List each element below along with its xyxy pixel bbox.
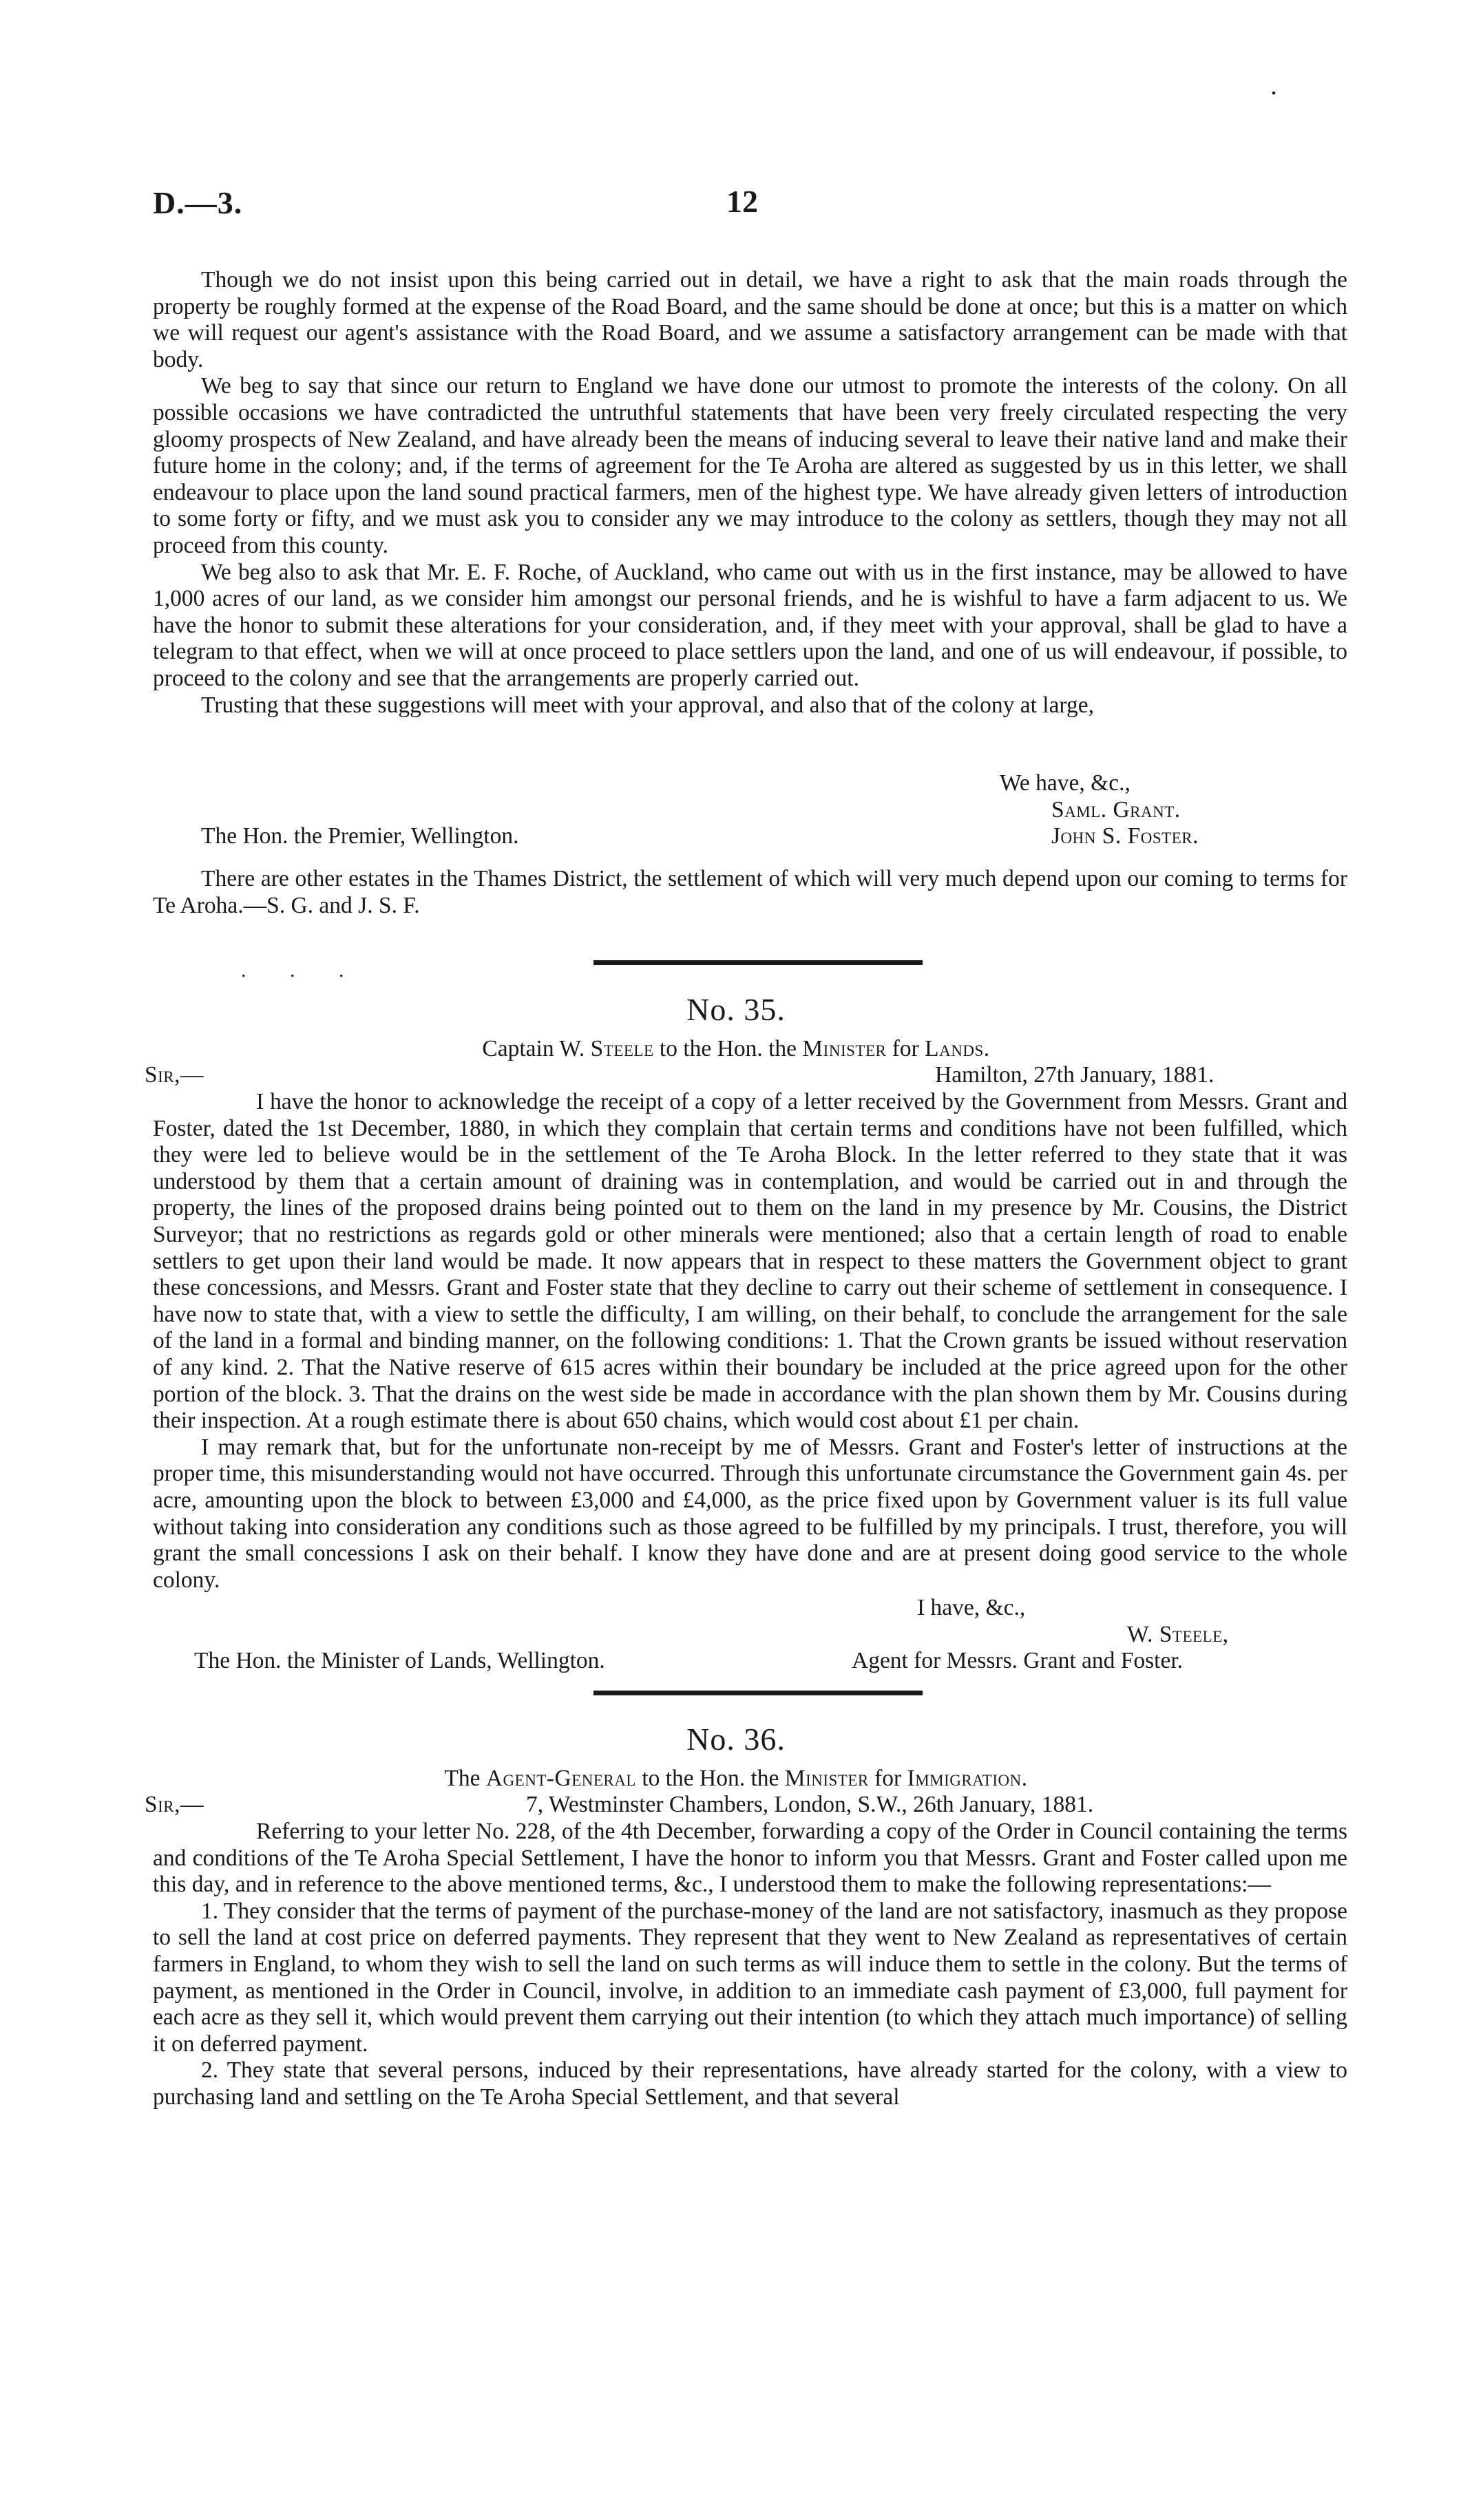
- paragraph: Trusting that these suggestions will meet with your approval, and also that of the colony at large,: [201, 692, 1094, 718]
- paragraph: We beg to say that since our return to England we have done our utmost to promote the interests of the colony. On all possible occasions we have contradicted the untruthful statements that have been very freely circulated respecting the very gloomy prospects of New Zealand, and have already been the means of inducing several to leave their native land and make their future home in the colony; and, if the terms of agreement for the Te Aroha are altered as suggested by us in this letter, we shall endeavour to place upon the land sound practical farmers, men of the highest type. We have already given letters of introduction to some forty or fifty, and we must ask you to consider any we may introduce to the colony as settlers, though they may not all proceed from this county.: [153, 373, 1347, 558]
- letter-35-heading: [145, 1062, 1347, 1089]
- letter-34-body: [153, 267, 1347, 719]
- paragraph: 2. They state that several persons, induced by their representations, have already started for the colony, with a view to purchasing land and settling on the Te Aroha Special Settlement, and that several: [153, 2057, 1347, 2110]
- addressee: The Hon. the Minister of Lands, Wellington.: [194, 1648, 605, 1674]
- letter-34-signoff: [153, 770, 1347, 850]
- letter-36-number: No. 36.: [686, 1722, 786, 1757]
- closing: I have, &c.,: [917, 1595, 1026, 1620]
- paragraph: We beg also to ask that Mr. E. F. Roche, of Auckland, who came out with us in the first instance, may be allowed to have 1,000 acres of our land, as we consider him amongst our personal friends, and he is wishful to have a farm adjacent to us. We have the honor to submit these alterations for your consideration, and, if they meet with your approval, shall be glad to have a telegram to that effect, when we will at once proceed to place settlers upon the land, and one of us will endeavour, if possible, to proceed to the colony and see that the arrangements are properly carried out.: [153, 559, 1347, 691]
- page-number: 12: [726, 184, 758, 219]
- salutation: Sir,—: [145, 1062, 204, 1088]
- closing: We have, &c.,: [1000, 770, 1131, 796]
- letter-36-heading: [145, 1792, 1347, 1819]
- dateline: 7, Westminster Chambers, London, S.W., 26th January, 1881.: [526, 1792, 1094, 1817]
- dateline: Hamilton, 27th January, 1881.: [935, 1062, 1215, 1088]
- paragraph: I have the honor to acknowledge the receipt of a copy of a letter received by the Government from Messrs. Grant and Foster, dated the 1st December, 1880, in which they complain that certain terms and conditions have not been fulfilled, which they were led to believe would be in the settlement of the Te Aroha Block. In the letter referred to they state that it was understood by them that a certain amount of draining was in contemplation, and would be carried out in and through the property, the lines of the proposed drains being pointed out to them on the land in my presence by Mr. Cousins, the District Surveyor; that no restrictions as regards gold or other minerals were mentioned; also that a certain length of road to enable settlers to get upon their land would be made. It now appears that in respect to these matters the Government object to grant these concessions, and Messrs. Grant and Foster state that they decline to carry out their scheme of settlement in consequence. I have now to state that, with a view to settle the difficulty, I am willing, on their behalf, to conclude the arrangement for the sale of the land in a formal and binding manner, on the following conditions: 1. That the Crown grants be issued without reservation of any kind. 2. That the Native reserve of 615 acres within their boundary be included at the price agreed upon for the other portion of the block. 3. That the drains on the west side be made in accordance with the plan shown them by Mr. Cousins during their inspection. At a rough estimate there is about 650 chains, which would cost about £1 per chain.: [153, 1089, 1347, 1434]
- addressee: The Hon. the Premier, Wellington.: [201, 823, 519, 849]
- paragraph: 1. They consider that the terms of payment of the purchase-money of the land are not satisfactory, inasmuch as they propose to sell the land at cost price on deferred payments. They represent that they went to New Zealand as representatives of certain farmers in England, to whom they wish to sell the land on such terms as will induce them to settle in the colony. But the terms of payment, as mentioned in the Order in Council, involve, in addition to an immediate cash payment of £3,000, full payment for each acre as they sell it, which would prevent them carrying out their intention (to which they attach much importance) of selling it on deferred payment.: [153, 1898, 1347, 2057]
- postscript: There are other estates in the Thames District, the settlement of which will very much depend upon our coming to terms for Te Aroha.—S. G. and J. S. F.: [153, 866, 1347, 918]
- letter-36-body: [153, 1819, 1347, 2111]
- letter-35-body: [153, 1089, 1347, 1593]
- section-divider: [593, 1691, 923, 1695]
- paragraph: Referring to your letter No. 228, of the 4th December, forwarding a copy of the Order in Council containing the terms and conditions of the Te Aroha Special Settlement, I have the honor to inform you that Messrs. Grant and Foster called upon me this day, and in reference to the above mentioned terms, &c., I understood them to make the following representations:—: [153, 1819, 1347, 1898]
- paragraph: Though we do not insist upon this being carried out in detail, we have a right to ask that the main roads through the property be roughly formed at the expense of the Road Board, and the same should be done at once; but this is a matter on which we will request our agent's assistance with the Road Board, and we assume a satisfactory arrangement can be made with that body.: [153, 267, 1347, 372]
- document-reference: D.—3.: [153, 185, 243, 220]
- signature-steele: W. Steele,: [1127, 1621, 1229, 1647]
- letter-35-title: Captain W. Steele to the Hon. the Minister for Lands.: [482, 1036, 990, 1061]
- section-divider: [593, 960, 923, 965]
- salutation: Sir,—: [145, 1792, 204, 1817]
- letter-35-number: No. 35.: [686, 992, 786, 1027]
- paragraph: I may remark that, but for the unfortunate non-receipt by me of Messrs. Grant and Foster's letter of instructions at the proper time, this misunderstanding would not have occurred. Through this unfortunate circumstance the Government gain 4s. per acre, amounting upon the block to between £3,000 and £4,000, as the price fixed upon by Government valuer is its full value without taking into consideration any conditions such as those agreed to be fulfilled by my principals. I trust, therefore, you will grant the small concessions I ask on their behalf. I know they have done and are at present doing good service to the whole colony.: [153, 1434, 1347, 1593]
- letter-35-signoff: [153, 1595, 1347, 1675]
- agent-line: Agent for Messrs. Grant and Foster.: [852, 1648, 1184, 1674]
- letter-36-title: The Agent-General to the Hon. the Minister for Immigration.: [444, 1766, 1028, 1791]
- signature-foster: John S. Foster.: [1051, 823, 1199, 849]
- decorative-specks: . . .: [241, 959, 364, 982]
- page-speck: .: [1270, 70, 1277, 100]
- signature-grant: Saml. Grant.: [1051, 796, 1181, 823]
